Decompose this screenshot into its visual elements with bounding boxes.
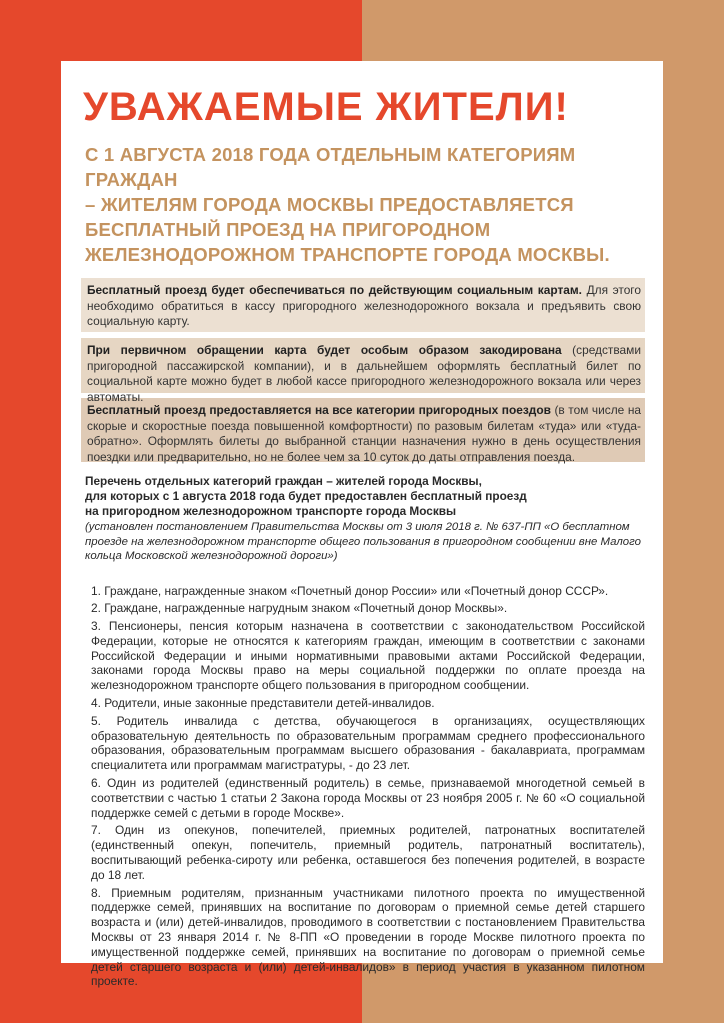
list-item: 7. Один из опекунов, попечителей, приемных родителей, патронатных воспитателей (единственный опекун, попечитель, приемный родитель, патронатный воспитатель), воспитывающий ребенка-сироту или ребенка, оставшегося без попечения родителей, в возрасте до 18 лет. bbox=[91, 823, 645, 882]
list-item: 4. Родители, иные законные представители детей-инвалидов. bbox=[91, 696, 435, 711]
notice-sheet bbox=[61, 61, 663, 989]
info-box-social-card bbox=[81, 278, 645, 332]
subtitle-line: ЖЕЛЕЗНОДОРОЖНОМ ТРАНСПОРТЕ ГОРОДА МОСКВЫ. bbox=[85, 244, 610, 265]
categories-heading bbox=[85, 474, 645, 564]
announcement-subtitle bbox=[85, 142, 645, 267]
info-box-bold: Бесплатный проезд предоставляется на все категории пригородных поездов bbox=[87, 403, 551, 417]
list-item: 8. Приемным родителям, признанным участниками пилотного проекта по имущественной поддержке семей, принявших на воспитание по договорам о приемной семье детей старшего возраста и (или) детей-инвалидов, проводимого в соответствии с постановлением Правительства Москвы от 23 января 2014 г. № 8-ПП «О проведении в городе Москве пилотного проекта по имущественной поддержке семей, принявших на воспитание по договорам о приемной семье детей старшего возраста и (или) детей-инвалидов» в период участия в указанном пилотном проекте. bbox=[91, 885, 645, 989]
list-item: 6. Один из родителей (единственный родитель) в семье, признаваемой многодетной семьей в соответствии с частью 1 статьи 2 Закона города Москвы от 23 ноября 2005 г. № 60 «О социальной поддержке семей с детьми в городе Москве». bbox=[91, 776, 645, 820]
info-box-card-encoding bbox=[81, 338, 645, 404]
heading-line: Перечень отдельных категорий граждан – жителей города Москвы, bbox=[85, 474, 482, 488]
info-box-bold: Бесплатный проезд будет обеспечиваться по действующим социальным картам. bbox=[87, 283, 582, 297]
info-box-bold: При первичном обращении карта будет особым образом закодирована bbox=[87, 343, 562, 357]
list-item: 3. Пенсионеры, пенсия которым назначена в соответствии с законодательством Российской Федерации, которые не относятся к категориям граждан, имеющим в соответствии с законами Российской Федерации и иными нормативными правовыми актами Российской Федерации, законами города Москвы право на меры социальной поддержки по оплате проезда на железнодорожном транспорте общего пользования в пригородном сообщении. bbox=[91, 619, 645, 693]
info-box-text: (средствами пригородной пассажирской компании), и в дальнейшем оформлять бесплатный билет по социальной карте можно будет в любой кассе пригородного железнодорожного вокзала или через автоматы. bbox=[87, 343, 641, 404]
list-item: 2. Граждане, награжденные нагрудным знаком «Почетный донор Москвы». bbox=[91, 601, 508, 616]
subtitle-line: БЕСПЛАТНЫЙ ПРОЕЗД НА ПРИГОРОДНОМ bbox=[85, 219, 491, 240]
page-title: УВАЖАЕМЫЕ ЖИТЕЛИ! bbox=[83, 85, 569, 129]
heading-note: (установлен постановлением Правительства Москвы от 3 июля 2018 г. № 637-ПП «О бесплатном проезде на железнодорожном транспорте общего пользования в пригородном сообщении вне Малого кольца Московской железнодорожной дороги») bbox=[85, 521, 641, 562]
list-item: 5. Родитель инвалида с детства, обучающегося в организациях, осуществляющих образовательную деятельность по образовательным программам среднего профессионального образования, образовательным программам высшего образования - бакалавриата, программам специалитета или программам магистратуры, - до 23 лет. bbox=[91, 713, 645, 773]
info-box-text: Для этого необходимо обратиться в кассу пригородного железнодорожного вокзала и предъявить свою социальную карту. bbox=[87, 283, 641, 328]
categories-list bbox=[81, 584, 645, 990]
heading-line: для которых с 1 августа 2018 года будет предоставлен бесплатный проезд bbox=[85, 489, 527, 503]
list-item: 1. Граждане, награжденные знаком «Почетный донор России» или «Почетный донор СССР». bbox=[91, 583, 609, 598]
heading-line: на пригородном железнодорожном транспорте города Москвы bbox=[85, 504, 457, 518]
subtitle-line: С 1 АВГУСТА 2018 ГОДА ОТДЕЛЬНЫМ КАТЕГОРИЯМ ГРАЖДАН bbox=[85, 144, 576, 190]
info-box-text: (в том числе на скорые и скоростные поезда повышенной комфортности) по разовым билетам «туда» или «туда-обратно». Оформлять билеты до выбранной станции назначения нужно в день осуществления поездки или предварительно, но не более чем за 10 суток до даты отправления поезда. bbox=[87, 403, 641, 464]
info-boxes bbox=[81, 278, 645, 462]
info-box-train-categories bbox=[81, 398, 645, 462]
subtitle-line: – ЖИТЕЛЯМ ГОРОДА МОСКВЫ ПРЕДОСТАВЛЯЕТСЯ bbox=[85, 194, 574, 215]
